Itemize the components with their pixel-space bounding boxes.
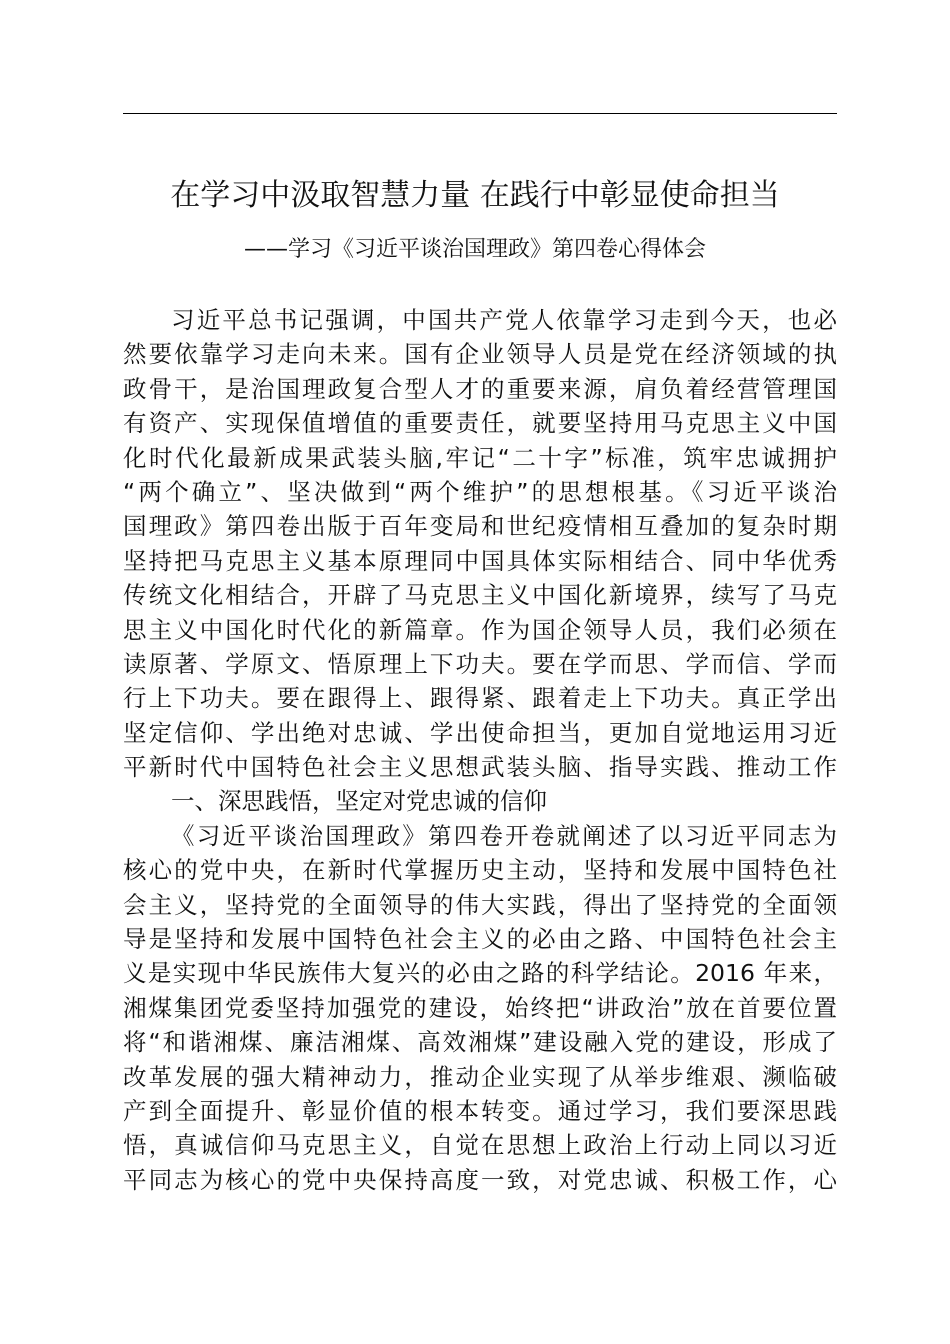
body-line: 导是坚持和发展中国特色社会主义的必由之路、中国特色社会主 xyxy=(123,925,837,954)
body-line: 《习近平谈治国理政》第四卷开卷就阐述了以习近平同志为 xyxy=(171,821,837,850)
body-line: 义是实现中华民族伟大复兴的必由之路的科学结论。2016 年来， xyxy=(123,959,837,988)
section-heading: 一、深思践悟，坚定对党忠诚的信仰 xyxy=(171,787,547,816)
body-line: 然要依靠学习走向未来。国有企业领导人员是党在经济领域的执 xyxy=(123,340,837,369)
body-line: 政骨干，是治国理政复合型人才的重要来源，肩负着经营管理国 xyxy=(123,374,837,403)
body-line: 平新时代中国特色社会主义思想武装头脑、指导实践、推动工作 xyxy=(123,753,837,782)
document-title: 在学习中汲取智慧力量 在践行中彰显使命担当 xyxy=(170,178,780,213)
header-rule xyxy=(123,113,837,114)
body-line: 湘煤集团党委坚持加强党的建设，始终把“讲政治”放在首要位置 xyxy=(123,993,837,1022)
body-line: 有资产、实现保值增值的重要责任，就要坚持用马克思主义中国 xyxy=(123,409,837,438)
body-line: 核心的党中央，在新时代掌握历史主动，坚持和发展中国特色社 xyxy=(123,856,837,885)
body-line: 行上下功夫。要在跟得上、跟得紧、跟着走上下功夫。真正学出 xyxy=(123,684,837,713)
body-line: 传统文化相结合，开辟了马克思主义中国化新境界，续写了马克 xyxy=(123,581,837,610)
body-line: 平同志为核心的党中央保持高度一致，对党忠诚、积极工作，心 xyxy=(123,1165,837,1194)
body-line: 会主义，坚持党的全面领导的伟大实践，得出了坚持党的全面领 xyxy=(123,890,837,919)
body-line: 产到全面提升、彰显价值的根本转变。通过学习，我们要深思践 xyxy=(123,1096,837,1125)
body-line: 读原著、学原文、悟原理上下功夫。要在学而思、学而信、学而 xyxy=(123,649,837,678)
body-line: 改革发展的强大精神动力，推动企业实现了从举步维艰、濒临破 xyxy=(123,1062,837,1091)
body-line: 思主义中国化时代化的新篇章。作为国企领导人员，我们必须在 xyxy=(123,615,837,644)
body-line: 坚定信仰、学出绝对忠诚、学出使命担当，更加自觉地运用习近 xyxy=(123,718,837,747)
body-line: 悟，真诚信仰马克思主义，自觉在思想上政治上行动上同以习近 xyxy=(123,1131,837,1160)
body-line: 国理政》第四卷出版于百年变局和世纪疫情相互叠加的复杂时期 xyxy=(123,512,837,541)
document-subtitle: ——学习《习近平谈治国理政》第四卷心得体会 xyxy=(243,237,706,262)
document-body xyxy=(123,303,837,1197)
body-line: 化时代化最新成果武装头脑,牢记“二十字”标准，筑牢忠诚拥护 xyxy=(123,443,837,472)
body-line: 坚持把马克思主义基本原理同中国具体实际相结合、同中华优秀 xyxy=(123,546,837,575)
body-line: 习近平总书记强调，中国共产党人依靠学习走到今天，也必 xyxy=(171,306,837,334)
body-line: 将“和谐湘煤、廉洁湘煤、高效湘煤”建设融入党的建设，形成了 xyxy=(123,1028,837,1057)
body-line: “两个确立”、坚决做到“两个维护”的思想根基。《习近平谈治 xyxy=(123,477,837,506)
